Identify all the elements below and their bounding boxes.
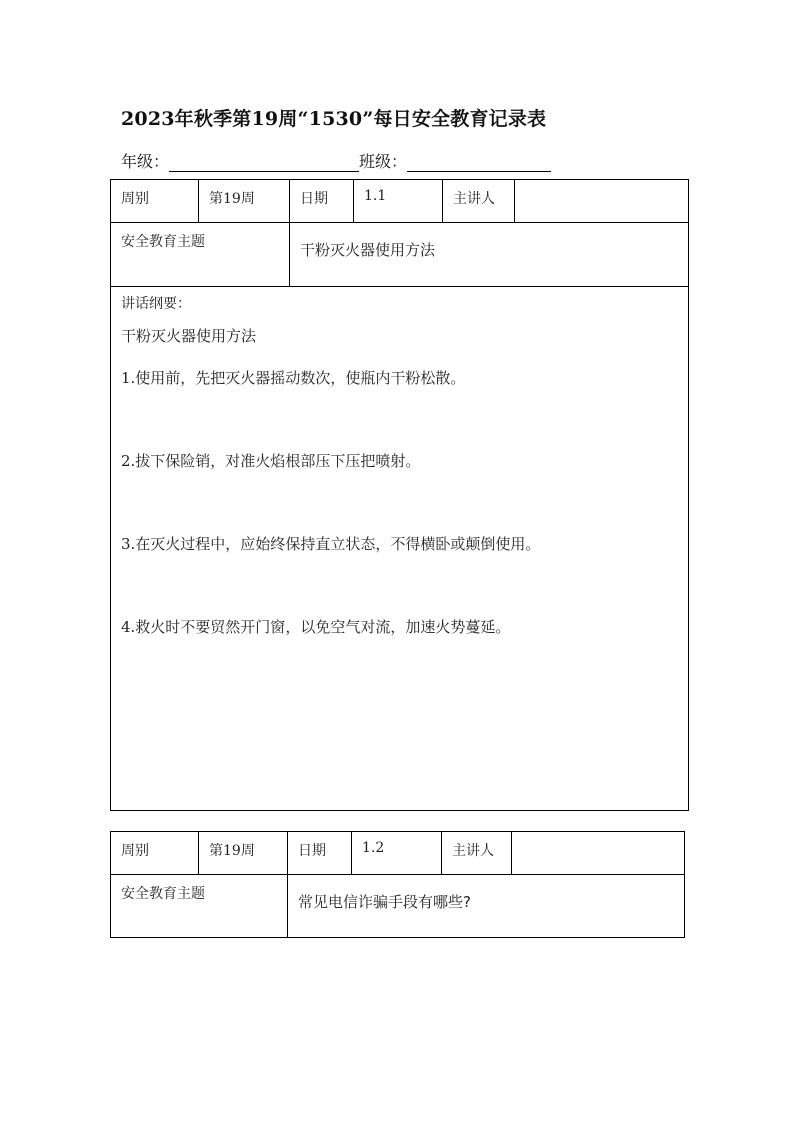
week-label: 周别 — [111, 180, 199, 223]
week-value: 第19周 — [199, 832, 288, 875]
topic-label: 安全教育主题 — [111, 875, 288, 938]
date-label: 日期 — [290, 180, 354, 223]
topic-value: 干粉灭火器使用方法 — [290, 223, 689, 287]
date-value: 1.2 — [352, 832, 442, 875]
grade-field[interactable] — [169, 153, 359, 172]
grade-class-line — [121, 149, 551, 172]
outline-heading: 干粉灭火器使用方法 — [121, 327, 257, 345]
speaker-label: 主讲人 — [443, 180, 515, 223]
week-value: 第19周 — [199, 180, 290, 223]
page-title: 2023年秋季第19周“1530”每日安全教育记录表 — [121, 108, 547, 130]
speaker-label: 主讲人 — [442, 832, 512, 875]
outline-item-2: 2.拔下保险销，对准火焰根部压下压把喷射。 — [121, 452, 421, 470]
record-table-2 — [110, 831, 685, 938]
speaker-value[interactable] — [515, 180, 689, 223]
date-value: 1.1 — [354, 180, 443, 223]
class-label: 班级： — [359, 152, 408, 171]
topic-value: 常见电信诈骗手段有哪些? — [288, 875, 685, 938]
outline-label: 讲话纲要： — [121, 296, 191, 312]
outline-item-3: 3.在灭火过程中，应始终保持直立状态，不得横卧或颠倒使用。 — [121, 535, 541, 553]
topic-label: 安全教育主题 — [111, 223, 290, 287]
class-field[interactable] — [407, 153, 551, 172]
record-table-1 — [110, 179, 689, 811]
outline-item-4: 4.救火时不要贸然开门窗，以免空气对流，加速火势蔓延。 — [121, 618, 511, 636]
outline-item-1: 1.使用前，先把灭火器摇动数次，使瓶内干粉松散。 — [121, 369, 466, 387]
outline-cell — [111, 287, 689, 811]
grade-label: 年级： — [121, 152, 170, 171]
week-label: 周别 — [111, 832, 199, 875]
date-label: 日期 — [288, 832, 352, 875]
speaker-value[interactable] — [512, 832, 685, 875]
